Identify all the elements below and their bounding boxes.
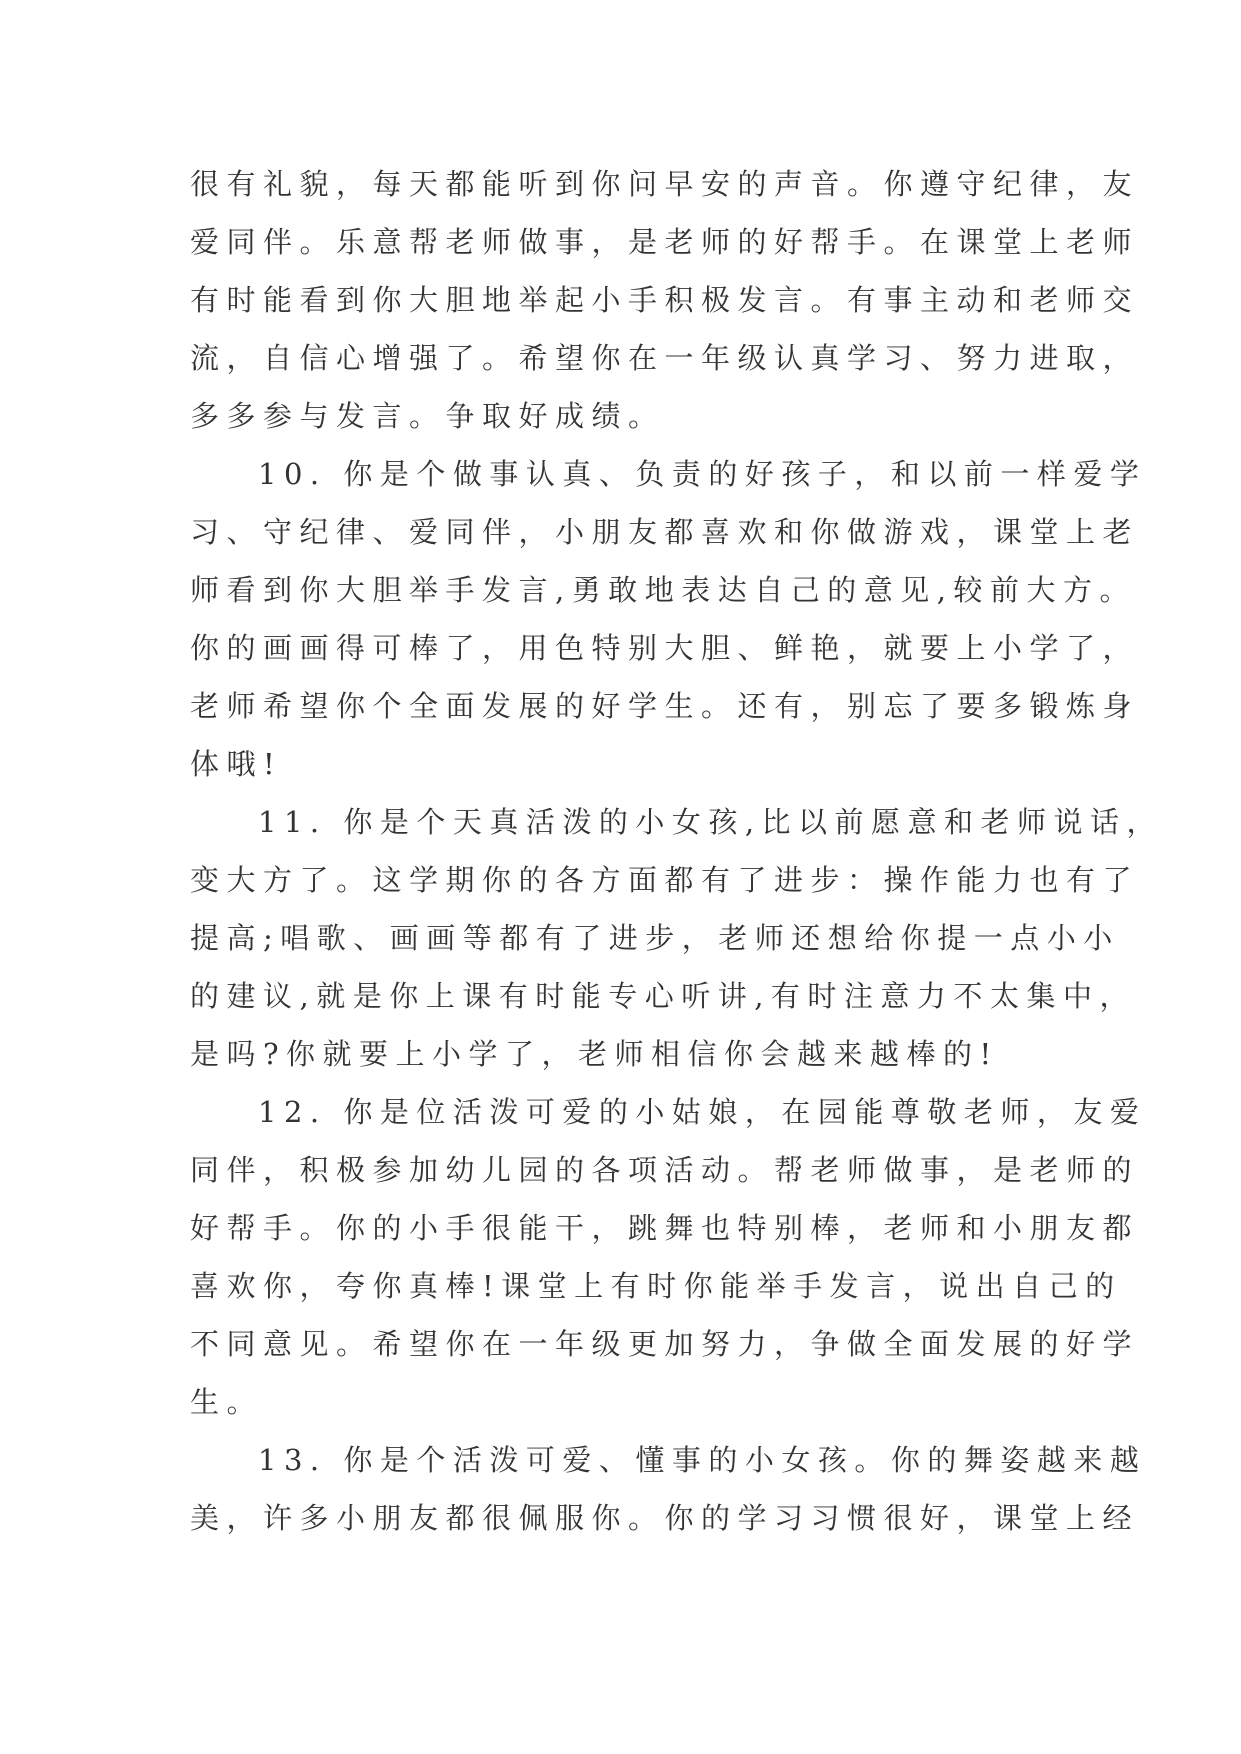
- text-line: 喜欢你，夸你真棒!课堂上有时你能举手发言，说出自己的: [190, 1269, 1122, 1303]
- text-line: 美，许多小朋友都很佩服你。你的学习习惯很好，课堂上经: [190, 1501, 1140, 1535]
- text-line: 有时能看到你大胆地举起小手积极发言。有事主动和老师交: [190, 283, 1140, 317]
- text-line: 变大方了。这学期你的各方面都有了进步：操作能力也有了: [190, 863, 1140, 897]
- text-line: 流，自信心增强了。希望你在一年级认真学习、努力进取，: [190, 341, 1140, 375]
- text-line: 爱同伴。乐意帮老师做事，是老师的好帮手。在课堂上老师: [190, 225, 1140, 259]
- text-line: 好帮手。你的小手很能干，跳舞也特别棒，老师和小朋友都: [190, 1211, 1140, 1245]
- paragraph-13-start: 13. 你是个活泼可爱、懂事的小女孩。你的舞姿越来越: [258, 1443, 1147, 1477]
- text-line: 你的画画得可棒了，用色特别大胆、鲜艳，就要上小学了，: [190, 631, 1140, 665]
- text-line: 体哦!: [190, 747, 283, 781]
- paragraph-12-start: 12. 你是位活泼可爱的小姑娘，在园能尊敬老师，友爱: [258, 1095, 1147, 1129]
- text-line: 的建议,就是你上课有时能专心听讲,有时注意力不太集中，: [190, 979, 1136, 1013]
- text-line: 多多参与发言。争取好成绩。: [190, 399, 665, 433]
- paragraph-10-start: 10. 你是个做事认真、负责的好孩子，和以前一样爱学: [258, 457, 1147, 491]
- text-line: 同伴，积极参加幼儿园的各项活动。帮老师做事，是老师的: [190, 1153, 1140, 1187]
- text-line: 生。: [190, 1385, 264, 1419]
- text-line: 很有礼貌，每天都能听到你问早安的声音。你遵守纪律，友: [190, 167, 1140, 201]
- text-line: 师看到你大胆举手发言,勇敢地表达自己的意见,较前大方。: [190, 573, 1136, 607]
- paragraph-11-start: 11. 你是个天真活泼的小女孩,比以前愿意和老师说话，: [258, 805, 1164, 839]
- text-line: 提高;唱歌、画画等都有了进步，老师还想给你提一点小小: [190, 921, 1120, 955]
- text-line: 习、守纪律、爱同伴，小朋友都喜欢和你做游戏，课堂上老: [190, 515, 1140, 549]
- text-line: 是吗?你就要上小学了，老师相信你会越来越棒的!: [190, 1037, 999, 1071]
- text-line: 不同意见。希望你在一年级更加努力，争做全面发展的好学: [190, 1327, 1140, 1361]
- text-line: 老师希望你个全面发展的好学生。还有，别忘了要多锻炼身: [190, 689, 1140, 723]
